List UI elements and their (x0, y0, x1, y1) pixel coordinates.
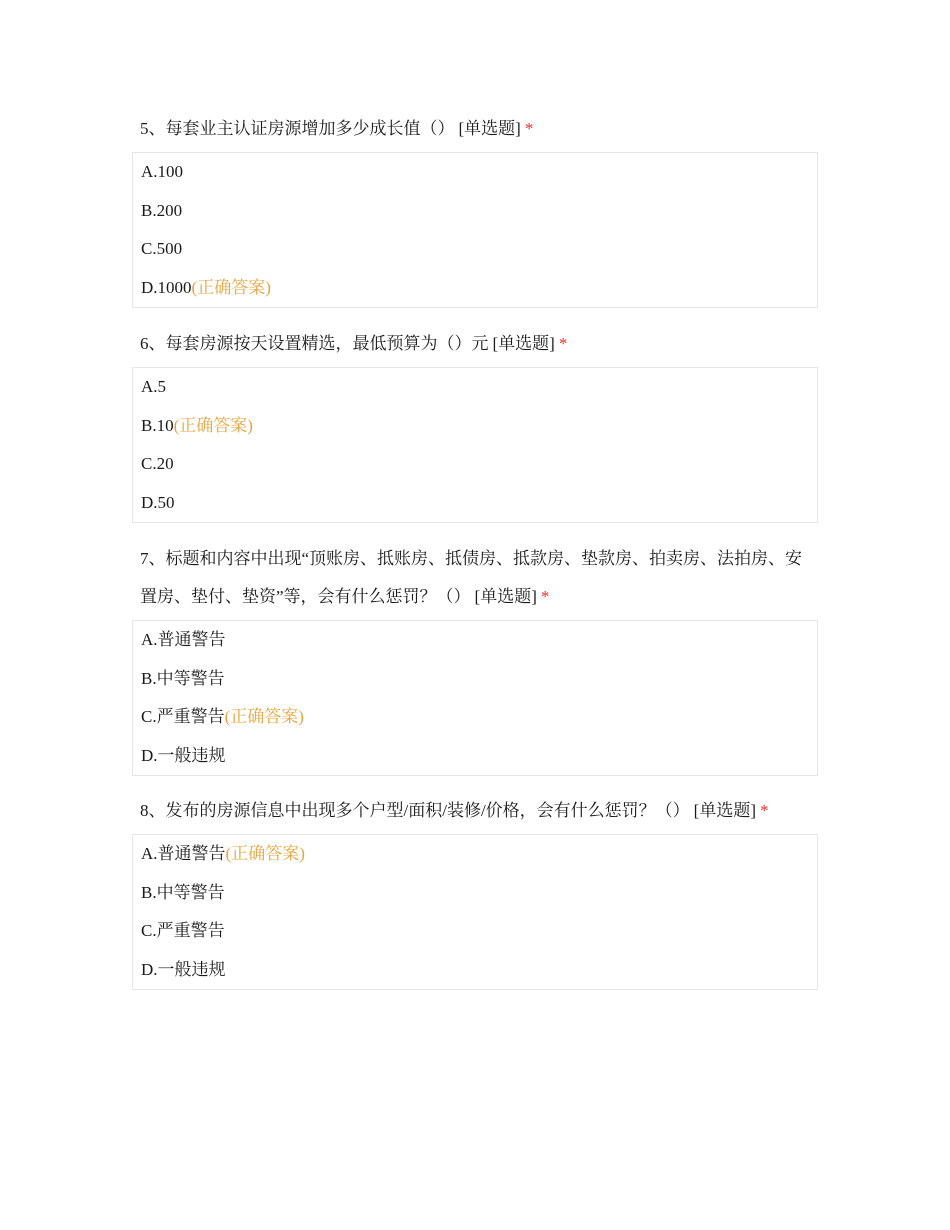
option-b[interactable] (133, 874, 817, 913)
question-8 (132, 792, 818, 990)
question-type-label: [单选题] (458, 119, 521, 138)
option-b[interactable] (133, 407, 817, 446)
correct-answer-tag: (正确答案) (224, 707, 304, 727)
option-label: D.1000 (141, 277, 192, 297)
question-text: 8、发布的房源信息中出现多个户型/面积/装修/价格，会有什么惩罚？（） (140, 801, 690, 820)
option-label: D.50 (141, 492, 175, 512)
option-d[interactable] (133, 269, 817, 308)
question-6 (132, 325, 818, 523)
option-a[interactable] (133, 835, 817, 874)
correct-answer-tag: (正确答案) (173, 415, 253, 435)
option-label: C.严重警告 (141, 707, 225, 727)
question-type-label: [单选题] (693, 801, 756, 820)
option-c[interactable] (133, 698, 817, 737)
question-text: 7、标题和内容中出现“顶账房、抵账房、抵债房、抵款房、垫款房、拍卖房、法拍房、安置房、垫付、垫资”等，会有什么惩罚？（） (140, 549, 803, 606)
option-label: B.中等警告 (141, 668, 225, 688)
option-label: A.普通警告 (141, 844, 226, 863)
required-mark: * (524, 119, 534, 138)
option-label: C.严重警告 (141, 921, 225, 941)
option-label: D.一般违规 (141, 745, 226, 765)
option-label: A.100 (141, 162, 184, 181)
question-type-label: [单选题] (492, 334, 555, 353)
option-label: C.500 (141, 239, 183, 259)
option-c[interactable] (133, 912, 817, 951)
question-type-label: [单选题] (474, 587, 537, 606)
question-7 (132, 540, 818, 776)
option-label: C.20 (141, 454, 174, 474)
option-d[interactable] (133, 484, 817, 523)
question-text: 5、每套业主认证房源增加多少成长值（） (140, 119, 455, 138)
options-list (132, 152, 818, 308)
required-mark: * (558, 334, 568, 353)
question-text: 6、每套房源按天设置精选，最低预算为（）元 (140, 334, 489, 353)
option-label: A.5 (141, 377, 167, 396)
correct-answer-tag: (正确答案) (191, 277, 271, 297)
option-c[interactable] (133, 445, 817, 484)
required-mark: * (760, 801, 769, 820)
options-list (132, 367, 818, 523)
option-d[interactable] (133, 737, 817, 776)
option-a[interactable] (133, 368, 817, 407)
options-list (132, 620, 818, 776)
question-title (132, 540, 818, 616)
question-title (132, 110, 818, 148)
option-label: B.10 (141, 415, 174, 435)
question-title (132, 792, 818, 830)
option-b[interactable] (133, 192, 817, 231)
question-title (132, 325, 818, 363)
correct-answer-tag: (正确答案) (225, 844, 305, 863)
option-c[interactable] (133, 230, 817, 269)
option-label: D.一般违规 (141, 959, 226, 979)
question-5 (132, 110, 818, 308)
options-list (132, 834, 818, 990)
option-b[interactable] (133, 660, 817, 699)
option-label: A.普通警告 (141, 630, 226, 649)
option-label: B.200 (141, 200, 183, 220)
option-d[interactable] (133, 951, 817, 990)
option-a[interactable] (133, 153, 817, 192)
required-mark: * (540, 587, 550, 606)
option-a[interactable] (133, 621, 817, 660)
option-label: B.中等警告 (141, 882, 225, 902)
